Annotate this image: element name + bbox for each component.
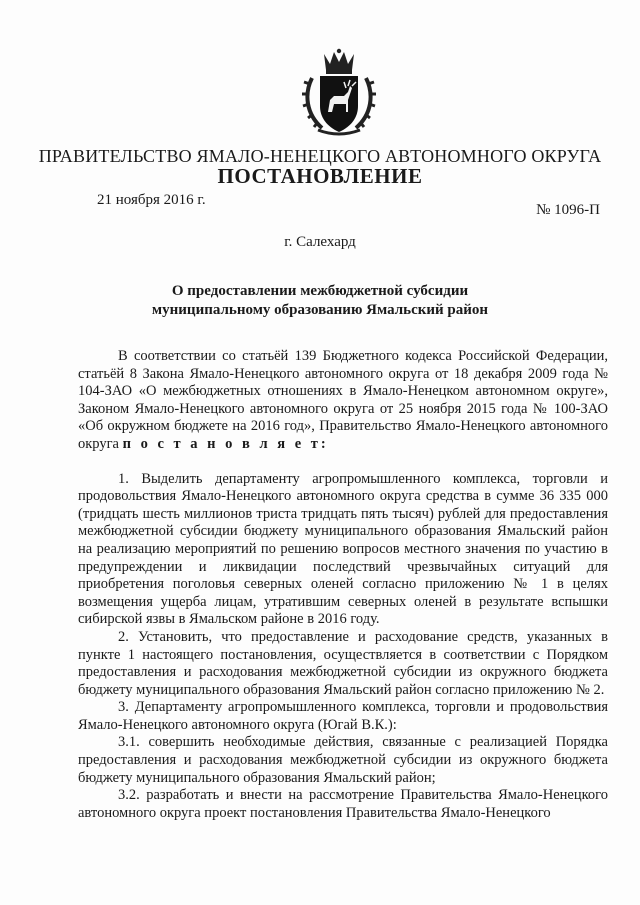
preamble-paragraph xyxy=(78,348,608,454)
title-line-2: муниципальному образованию Ямальский район xyxy=(151,302,489,318)
paragraph-3: 3. Департаменту агропромышленного комплекса, торговли и продовольствия Ямало-Ненецкого автономного округа (Югай В.К.): xyxy=(78,699,608,733)
resolves-word: п о с т а н о в л я е т: xyxy=(122,435,329,452)
paragraph-1: 1. Выделить департаменту агропромышленного комплекса, торговли и продовольствия Ямало-Ненецкого автономного округа средства в сумме 36 335 000 (тридцать шесть миллионов триста тридцать пять тысяч) рублей для предоставления межбюджетной субсидии бюджету муниципального образования Ямальский район на реализацию мероприятий по решению вопросов местного значения по участию в предупреждении и ликвидации последствий чрезвычайных ситуаций для приобретения поголовья северных оленей согласно приложению № 1 в целях возмещения ущерба лицам, утратившим северных оленей в результате вспышки сибирской язвы в Ямальском районе в 2016 году. xyxy=(78,470,608,628)
coat-of-arms-emblem xyxy=(300,48,378,138)
document-number: № 1096-П xyxy=(536,202,600,218)
preamble-text: В соответствии со статьёй 139 Бюджетного кодекса Российской Федерации, статьёй 8 Закона Ямало-Ненецкого автономного округа от 18 декабря 2009 года № 104-ЗАО «О межбюджетных отношениях в Ямало-Ненецком автономном округе», Законом Ямало-Ненецкого автономного округа от 25 ноября 2015 года № 100-ЗАО «Об окружном бюджете на 2016 год», Правительство Ямало-Ненецкого автономного округа xyxy=(78,348,608,452)
document-city: г. Салехард xyxy=(284,234,356,250)
document-type: ПОСТАНОВЛЕНИЕ xyxy=(217,164,423,188)
paragraph-3-2: 3.2. разработать и внести на рассмотрение Правительства Ямало-Ненецкого автономного округа проект постановления Правительства Ямало-Ненецкого xyxy=(78,787,608,821)
document-date: 21 ноября 2016 г. xyxy=(97,192,206,208)
organization-name: ПРАВИТЕЛЬСТВО ЯМАЛО-НЕНЕЦКОГО АВТОНОМНОГО ОКРУГА xyxy=(38,146,602,166)
paragraph-2: 2. Установить, что предоставление и расходование средств, указанных в пункте 1 настоящего постановления, осуществляется в соответствии с Порядком предоставления и расходования межбюджетной субсидии из окружного бюджета бюджету муниципального образования Ямальский район согласно приложению № 2. xyxy=(78,628,608,698)
document-title xyxy=(0,282,640,320)
title-line-1: О предоставлении межбюджетной субсидии xyxy=(171,283,469,299)
paragraph-3-1: 3.1. совершить необходимые действия, связанные с реализацией Порядка предоставления и расходования межбюджетной субсидии из окружного бюджета бюджету муниципального образования Ямальский район; xyxy=(78,734,608,786)
document-body xyxy=(78,348,608,822)
